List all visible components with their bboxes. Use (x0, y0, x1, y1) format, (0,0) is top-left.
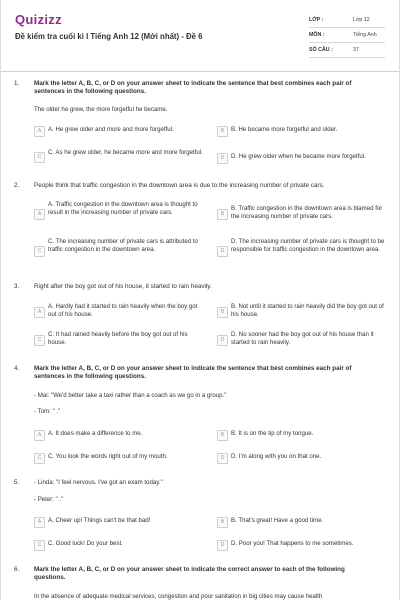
option-text: B. Traffic congestion in the downtown area is blamed for the increasing number of private cars. (231, 205, 383, 220)
question-instruction: Mark the letter A, B, C, or D on your answer sheet to indicate the sentence that best combines each pair of sentences in the following questions. (34, 365, 352, 380)
option-letter-badge: B (217, 126, 228, 137)
option-text: C. The increasing number of private cars is attributed to traffic congestion in the downtown area. (48, 238, 198, 253)
option-letter-badge: B (217, 307, 228, 318)
question-number: 6. (14, 566, 20, 573)
option-letter-badge: A (34, 517, 45, 528)
option-text: A. Traffic congestion in the downtown area is thought to result in the increasing number of private cars. (48, 201, 198, 216)
option-letter-badge: A (34, 430, 45, 441)
option-letter-badge: C (34, 453, 45, 464)
meta-count-value: 37 (353, 47, 359, 53)
question-2 (1, 182, 399, 272)
quizizz-logo: Quizizz (15, 12, 62, 27)
meta-count-key: SỐ CÂU : (309, 47, 333, 53)
meta-subject-row (309, 28, 385, 43)
meta-class-value: Lớp 12 (353, 17, 370, 23)
dialogue-line-2: - Tom: " ." (34, 408, 61, 415)
question-prompt: The older he grew, the more forgetful he became. (34, 106, 168, 113)
option-letter-badge: D (217, 540, 228, 551)
dialogue-line-1: - Linda: "I feel nervous. I've got an exam today." (34, 479, 163, 486)
question-prompt: Right after the boy got out of his house, it started to rain heavily. (34, 283, 212, 290)
question-5 (1, 479, 399, 554)
question-6 (1, 566, 399, 600)
meta-subject-key: MÔN : (309, 32, 325, 38)
option-text: D. No sooner had the boy got out of his house than it started to rain heavily. (231, 331, 374, 346)
option-text: D. He grew older when he became more forgetful. (231, 153, 366, 160)
option-text: A. Cheer up! Things can't be that bad! (48, 517, 151, 524)
option-letter-badge: C (34, 540, 45, 551)
question-number: 5. (14, 479, 20, 486)
option-text: D. The increasing number of private cars is thought to be responsible for traffic congestion in the downtown area. (231, 238, 385, 253)
option-letter-badge: A (34, 307, 45, 318)
option-letter-badge: C (34, 246, 45, 257)
question-number: 4. (14, 365, 20, 372)
meta-count-row (309, 43, 385, 58)
option-letter-badge: D (217, 246, 228, 257)
option-letter-badge: D (217, 153, 228, 164)
header-divider (1, 71, 399, 72)
question-1 (1, 80, 399, 170)
option-text: B. He became more forgetful and older. (231, 126, 338, 133)
option-text: A. He grew older and more and more forgetful. (48, 126, 174, 133)
dialogue-line-2: - Peter: " ." (34, 496, 64, 503)
question-prompt: People think that traffic congestion in the downtown area is due to the increasing number of private cars. (34, 182, 325, 189)
option-letter-badge: C (34, 335, 45, 346)
question-3 (1, 283, 399, 355)
worksheet-header (1, 0, 399, 66)
meta-class-key: LỚP : (309, 17, 324, 23)
option-text: B. It is on the tip of my tongue. (231, 430, 314, 437)
option-letter-badge: C (34, 152, 45, 163)
option-letter-badge: A (34, 126, 45, 137)
question-number: 3. (14, 283, 20, 290)
option-text: C. You look the words right out of my mouth. (48, 453, 168, 460)
dialogue-line-1: - Mai: "We'd better take a taxi rather than a coach as we go in a group." (34, 392, 227, 399)
option-text: C. As he grew older, he became more and more forgetful. (48, 149, 203, 156)
question-number: 1. (14, 80, 20, 87)
option-letter-badge: B (217, 517, 228, 528)
worksheet-meta (309, 13, 385, 58)
option-text: B. That's great! Have a good time. (231, 517, 324, 524)
worksheet-title: Đề kiểm tra cuối kì I Tiếng Anh 12 (Mới nhất) - Đề 6 (15, 32, 203, 41)
option-letter-badge: B (217, 209, 228, 220)
question-instruction: Mark the letter A, B, C, or D on your answer sheet to indicate the correct answer to each of the following questions. (34, 566, 345, 581)
option-letter-badge: D (217, 453, 228, 464)
option-text: C. Good luck! Do your best. (48, 540, 123, 547)
question-number: 2. (14, 182, 20, 189)
question-instruction: Mark the letter A, B, C, or D on your answer sheet to indicate the sentence that best combines each pair of sentences in the following questions. (34, 80, 352, 95)
option-text: C. It had rained heavily before the boy got out of his house. (48, 331, 188, 346)
option-text: D. Poor you! That happens to me sometimes. (231, 540, 354, 547)
meta-class-row (309, 13, 385, 28)
option-text: B. Not until it started to rain heavily did the boy got out of his house. (231, 303, 384, 318)
meta-subject-value: Tiếng Anh (353, 32, 377, 38)
option-letter-badge: D (217, 335, 228, 346)
question-4 (1, 365, 399, 465)
option-letter-badge: B (217, 430, 228, 441)
option-text: D. I'm along with you on that one. (231, 453, 322, 460)
option-letter-badge: A (34, 209, 45, 220)
question-prompt: In the absence of adequate medical services, congestion and poor sanitation in big cities may cause health (34, 593, 323, 600)
option-text: A. Hardly had it started to rain heavily when the boy got out of his house. (48, 303, 198, 318)
option-text: A. It does make a difference to me. (48, 430, 143, 437)
